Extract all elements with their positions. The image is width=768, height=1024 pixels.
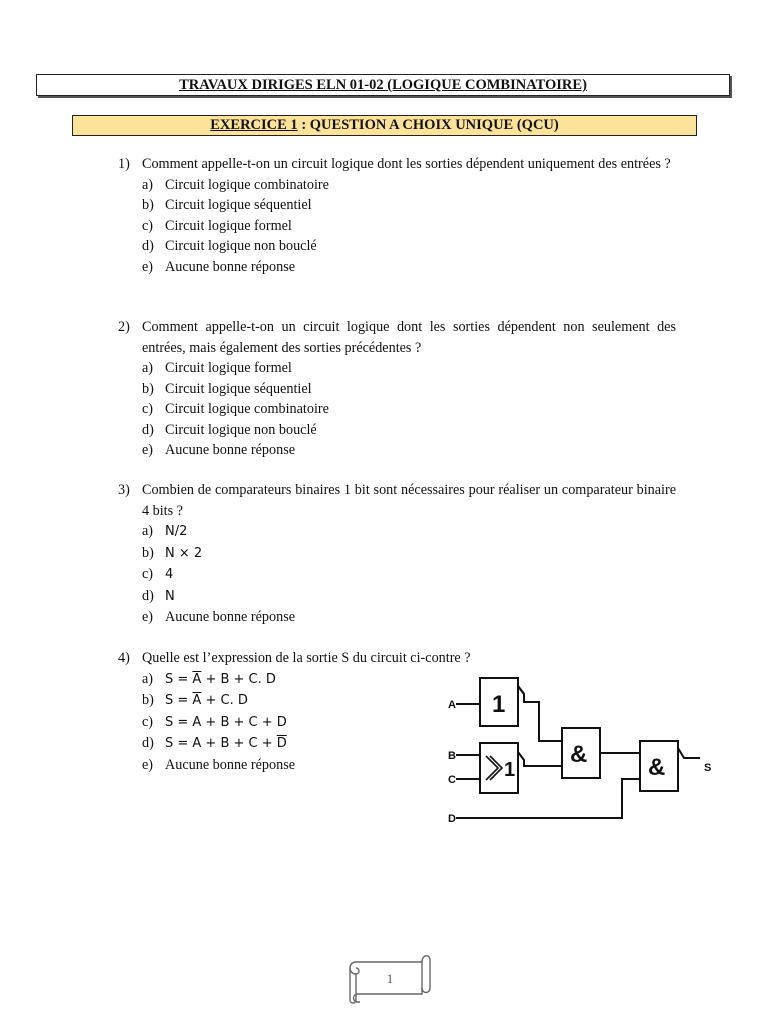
option-c[interactable]: c) 4 bbox=[142, 566, 174, 582]
page-number: 1 bbox=[386, 971, 394, 986]
option-a[interactable]: a) Circuit logique formel bbox=[142, 360, 292, 376]
question-2: 2) Comment appelle-t-on un circuit logique dont les sorties dépendent non seulement des entrées, mais également des sorties précédentes ? a) Circuit logique formel b) Circuit logique séquentiel c) Circuit logique combinatoire d) Circuit logique non bouclé e) Aucune bonne réponse bbox=[118, 317, 676, 461]
and-1-symbol: & bbox=[570, 741, 588, 768]
exercise-heading bbox=[72, 115, 697, 136]
question-text: Quelle est l’expression de la sortie S du circuit ci-contre ? bbox=[142, 650, 471, 666]
option-e[interactable]: e) Aucune bonne réponse bbox=[142, 258, 296, 275]
option-b[interactable]: b) N × 2 bbox=[142, 544, 203, 561]
option-d[interactable]: d) Circuit logique non bouclé bbox=[142, 421, 317, 438]
option-d[interactable]: d) $S = A + B + C + \overline{D}$ bbox=[142, 735, 287, 751]
option-c[interactable]: c) Circuit logique combinatoire bbox=[142, 401, 329, 417]
question-text: Combien de comparateurs binaires 1 bit sont nécessaires pour réaliser un comparateur binaire 4 bits ? bbox=[142, 482, 676, 519]
page-number-scroll bbox=[346, 950, 434, 1004]
logic-circuit-diagram bbox=[442, 668, 742, 833]
question-4: 4) Quelle est l’expression de la sortie S du circuit ci-contre ? a) $S = \overline{A} + B + C$. D b) $S = \overline{A} + C$. D c) S = A + B + C + D d) $S = A + B + C + \overline{D}$ e) Aucune bonne réponse bbox=[118, 648, 676, 776]
exercise-title: : QUESTION A CHOIX UNIQUE (QCU) bbox=[297, 117, 559, 133]
option-b[interactable]: b) Circuit logique séquentiel bbox=[142, 380, 312, 397]
option-d[interactable]: d) N bbox=[142, 587, 175, 604]
gate-2-symbol: 1 bbox=[504, 759, 516, 781]
exercise-label: EXERCICE 1 bbox=[210, 117, 298, 133]
input-label-b: B bbox=[448, 750, 456, 762]
output-label-s: S bbox=[704, 762, 712, 774]
document-title: TRAVAUX DIRIGES ELN 01-02 (LOGIQUE COMBINATOIRE) bbox=[36, 74, 730, 96]
option-c[interactable]: c) S = A + B + C + D bbox=[142, 713, 287, 730]
input-label-c: C bbox=[448, 774, 456, 786]
input-label-a: A bbox=[448, 699, 456, 711]
question-1: 1) Comment appelle-t-on un circuit logique dont les sorties dépendent uniquement des entrées ? a) Circuit logique combinatoire b) Circuit logique séquentiel c) Circuit logique formel d) Circuit logique non bouclé e) Aucune bonne réponse bbox=[118, 154, 676, 277]
option-d[interactable]: d) Circuit logique non bouclé bbox=[142, 238, 317, 254]
option-a[interactable]: a) $S = \overline{A} + B + C$. D bbox=[142, 670, 276, 687]
option-a[interactable]: a) Circuit logique combinatoire bbox=[142, 176, 329, 193]
question-text: Comment appelle-t-on un circuit logique dont les sorties dépendent non seulement des entrées, mais également des sorties précédentes ? bbox=[142, 319, 676, 356]
question-3: 3) Combien de comparateurs binaires 1 bit sont nécessaires pour réaliser un comparateur binaire 4 bits ? a) N/2 b) N × 2 c) 4 d) N e) Aucune bonne réponse bbox=[118, 480, 676, 629]
question-text: Comment appelle-t-on un circuit logique dont les sorties dépendent uniquement des entrées ? bbox=[142, 156, 671, 172]
option-e[interactable]: e) Aucune bonne réponse bbox=[142, 442, 296, 458]
option-a[interactable]: a) N/2 bbox=[142, 523, 188, 539]
gate-1-symbol: 1 bbox=[492, 691, 506, 718]
option-b[interactable]: b) $S = \overline{A} + C$. D bbox=[142, 692, 248, 708]
option-e[interactable]: e) Aucune bonne réponse bbox=[142, 609, 296, 625]
input-label-d: D bbox=[448, 813, 456, 825]
option-b[interactable]: b) Circuit logique séquentiel bbox=[142, 197, 312, 213]
option-e[interactable]: e) Aucune bonne réponse bbox=[142, 756, 296, 773]
and-2-symbol: & bbox=[648, 754, 666, 781]
option-c[interactable]: c) Circuit logique formel bbox=[142, 217, 292, 234]
